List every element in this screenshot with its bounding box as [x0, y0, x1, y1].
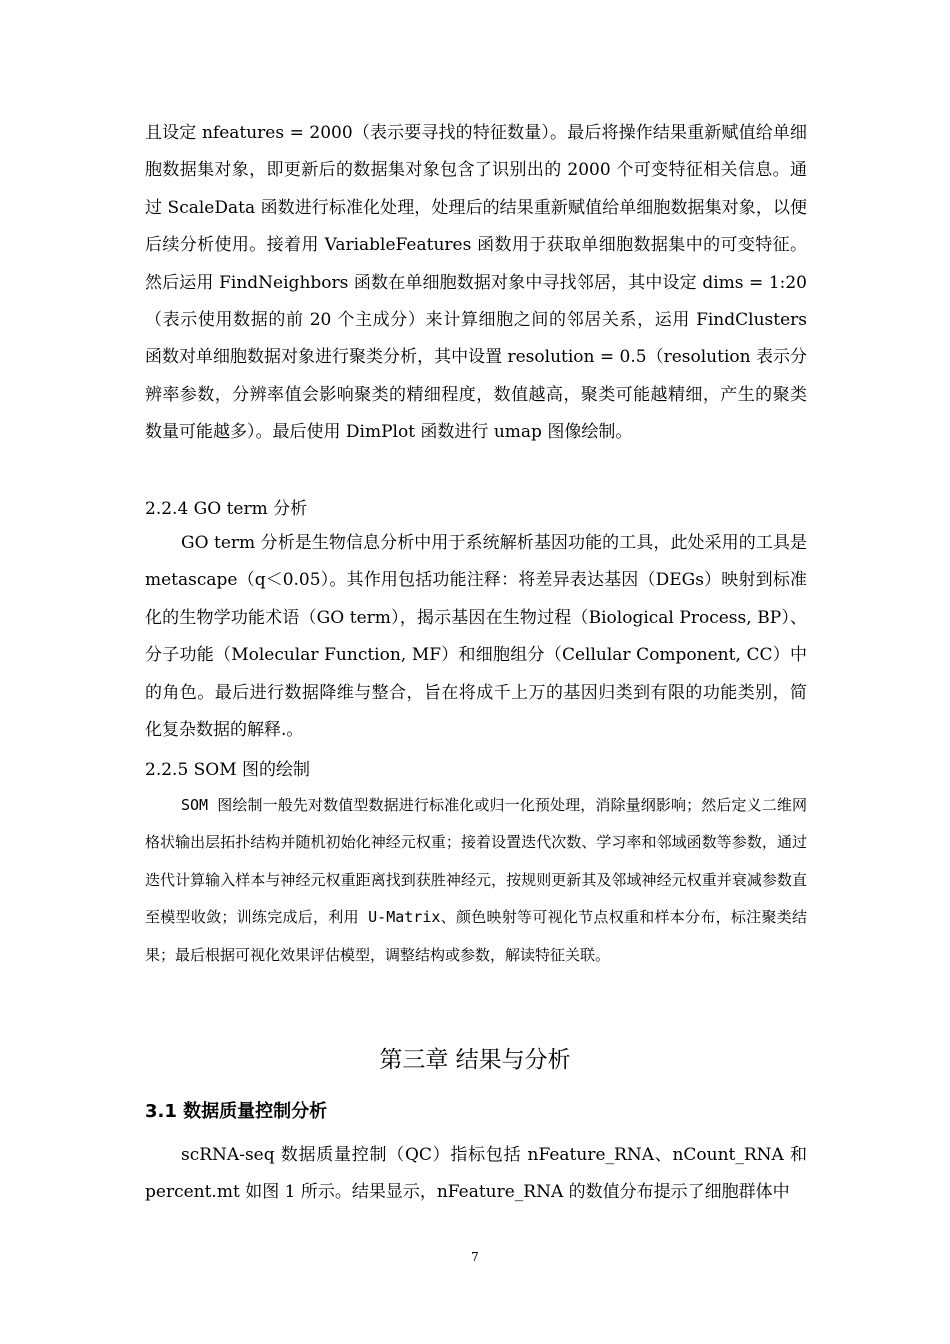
paragraph-text: GO term 分析是生物信息分析中用于系统解析基因功能的工具，此处采用的工具是 metascape（q＜0.05）。其作用包括功能注释：将差异表达基因（DEGs）映射到标准化的生物学功能术语（GO term），揭示基因在生物过程（Biological Process, BP）、分子功能（Molecular Function, MF）和细胞组分（Cellular Component, CC）中的角色。最后进行数据降维与整合，旨在将成千上万的基因归类到有限的功能类别，简化复杂数据的解释.。: [145, 533, 807, 741]
paragraph-seurat-workflow: [145, 115, 807, 452]
subheading-go-term: 2.2.4 GO term 分析: [145, 499, 308, 519]
paragraph-text: 且设定 nfeatures = 2000（表示要寻找的特征数量）。最后将操作结果重新赋值给单细胞数据集对象，即更新后的数据集对象包含了识别出的 2000 个可变特征相关信息。通过 ScaleData 函数进行标准化处理，处理后的结果重新赋值给单细胞数据集对象，以便后续分析使用。接着用 VariableFeatures 函数用于获取单细胞数据集中的可变特征。然后运用 FindNeighbors 函数在单细胞数据对象中寻找邻居，其中设定 dims = 1:20（表示使用数据的前 20 个主成分）来计算细胞之间的邻居关系，运用 FindClusters 函数对单细胞数据对象进行聚类分析，其中设置 resolution = 0.5（resolution 表示分辨率参数，分辨率值会影响聚类的精细程度，数值越高，聚类可能越精细，产生的聚类数量可能越多）。最后使用 DimPlot 函数进行 umap 图像绘制。: [145, 123, 807, 443]
section-heading-2-2-5: [145, 758, 807, 782]
paragraph-text: SOM 图绘制一般先对数值型数据进行标准化或归一化预处理，消除量纲影响；然后定义二维网格状输出层拓扑结构并随机初始化神经元权重；接着设置迭代次数、学习率和邻域函数等参数，通过迭代计算输入样本与神经元权重距离找到获胜神经元，按规则更新其及邻域神经元权重并衰减参数直至模型收敛；训练完成后，利用 U-Matrix、颜色映射等可视化节点权重和样本分布，标注聚类结果；最后根据可视化效果评估模型，调整结构或参数，解读特征关联。: [145, 796, 807, 964]
paragraph-go-term: [145, 525, 807, 749]
chapter-title: 第三章 结果与分析: [379, 1047, 571, 1073]
subheading-som: 2.2.5 SOM 图的绘制: [145, 760, 311, 780]
section-title-3-1: 3.1 数据质量控制分析: [145, 1101, 328, 1122]
paragraph-qc: [145, 1137, 807, 1212]
paragraph-text: scRNA-seq 数据质量控制（QC）指标包括 nFeature_RNA、nCount_RNA 和 percent.mt 如图 1 所示。结果显示，nFeature_RNA 的数值分布提示了细胞群体中: [145, 1145, 807, 1203]
page-number: 7: [471, 1250, 479, 1264]
paragraph-som: [145, 787, 807, 974]
section-heading-2-2-4: [145, 497, 807, 521]
